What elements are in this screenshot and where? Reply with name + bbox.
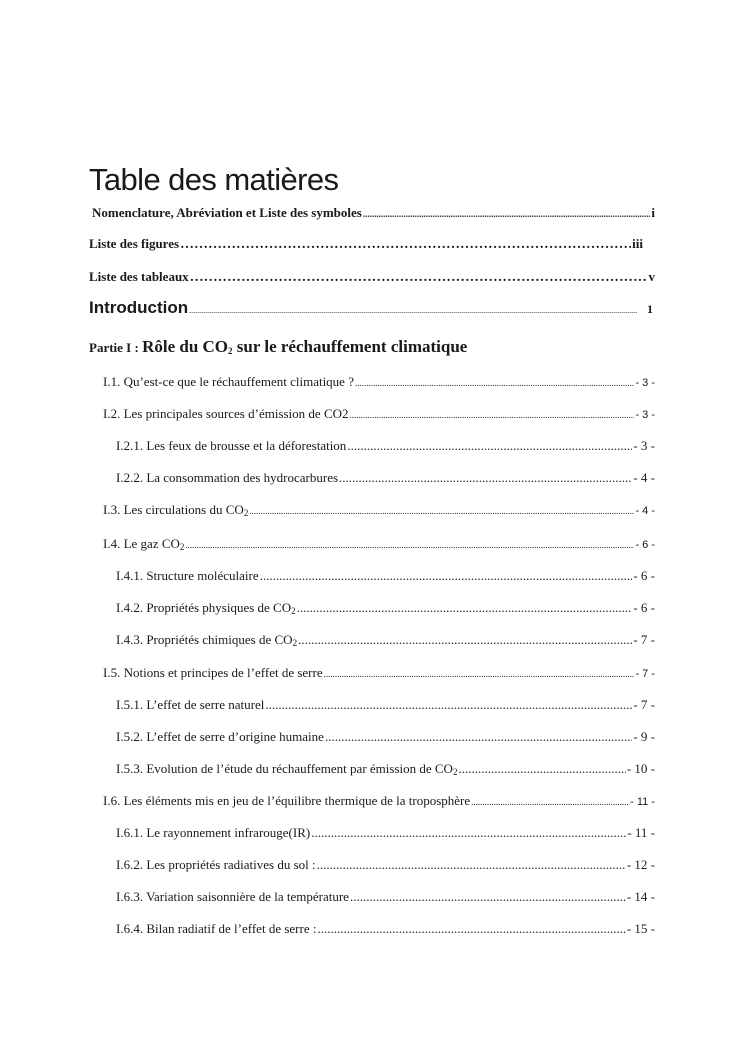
toc-entry-page: - 7 - bbox=[633, 632, 655, 647]
toc-entry-label: Liste des figures bbox=[89, 236, 180, 251]
toc-entry-page: - 6 - bbox=[633, 600, 655, 615]
toc-entry-page: - 14 - bbox=[626, 889, 655, 904]
toc-entry-label: I.4.3. Propriétés chimiques de $CO_2$ bbox=[116, 632, 298, 648]
dot-leader bbox=[339, 469, 632, 487]
toc-entry-label: I.5.3. Evolution de l’étude du réchauffement par émission de $CO_2$ bbox=[116, 761, 458, 777]
dot-leader bbox=[317, 856, 626, 874]
toc-entry-label: I.5.1. L’effet de serre naturel bbox=[116, 697, 265, 712]
dot-leader bbox=[249, 502, 634, 520]
toc-entry[interactable] bbox=[103, 792, 655, 811]
toc-entry-page: - 9 - bbox=[633, 729, 655, 744]
toc-entry-page: - 11 - bbox=[630, 796, 655, 808]
dot-leader bbox=[350, 406, 635, 424]
toc-entry-label: I.3. Les circulations du $CO_2$ bbox=[103, 502, 249, 518]
toc-entry-page: - 3 - bbox=[635, 377, 655, 389]
toc-entry[interactable] bbox=[116, 437, 655, 455]
toc-entry[interactable] bbox=[116, 728, 655, 746]
toc-entry-tableaux[interactable] bbox=[89, 268, 655, 287]
toc-entry[interactable] bbox=[103, 373, 655, 392]
dot-leader bbox=[189, 302, 646, 320]
toc-entry-label: I.2.2. La consommation des hydrocarbures bbox=[116, 470, 339, 485]
toc-entry-label: I.2. Les principales sources d’émission de CO2 bbox=[103, 406, 349, 421]
part-title-b: sur le réchauffement climatique bbox=[232, 337, 468, 356]
toc-entry-page: - 11 - bbox=[627, 825, 655, 840]
dot-leader bbox=[185, 536, 634, 554]
toc-part-heading[interactable] bbox=[89, 337, 467, 358]
toc-entry-page: 1 bbox=[647, 302, 653, 316]
toc-entry[interactable] bbox=[103, 664, 655, 683]
toc-entry-page: - 3 - bbox=[635, 409, 655, 421]
toc-entry[interactable] bbox=[116, 696, 655, 714]
toc-entry-introduction[interactable] bbox=[89, 299, 653, 320]
dot-leader bbox=[324, 665, 635, 683]
toc-entry-label: I.6.2. Les propriétés radiatives du sol : bbox=[116, 857, 316, 872]
toc-entry[interactable] bbox=[116, 469, 655, 487]
toc-entry-page: - 7 - bbox=[633, 697, 655, 712]
dot-leader bbox=[311, 824, 626, 842]
toc-entry-label: I.5.2. L’effet de serre d’origine humaine bbox=[116, 729, 324, 744]
toc-entry-page: - 3 - bbox=[633, 438, 655, 453]
toc-title: Table des matières bbox=[89, 162, 339, 197]
toc-entry-label: Liste des tableaux bbox=[89, 269, 189, 284]
toc-entry[interactable] bbox=[103, 501, 655, 520]
toc-entry-page: - 10 - bbox=[626, 761, 655, 776]
dot-leader bbox=[297, 599, 633, 617]
toc-entry-page: - 7 - bbox=[635, 668, 655, 680]
dot-leader bbox=[180, 236, 631, 254]
dot-leader bbox=[265, 696, 632, 714]
toc-entry-nomenclature[interactable] bbox=[92, 204, 655, 223]
toc-entry[interactable] bbox=[116, 599, 655, 617]
dot-leader bbox=[190, 269, 648, 287]
part-title-sub: 2 bbox=[228, 346, 233, 356]
dot-leader bbox=[471, 793, 629, 811]
toc-entry-page: iii bbox=[632, 236, 643, 251]
dot-leader bbox=[260, 567, 633, 585]
toc-entry-label: I.1. Qu’est-ce que le réchauffement climatique ? bbox=[103, 374, 354, 389]
toc-entry-page: v bbox=[648, 269, 655, 284]
toc-entry[interactable] bbox=[116, 888, 655, 906]
toc-entry-label: I.6.1. Le rayonnement infrarouge(IR) bbox=[116, 825, 311, 840]
toc-entry[interactable] bbox=[103, 535, 655, 554]
toc-entry-page: - 6 - bbox=[635, 539, 655, 551]
toc-entry-page: - 12 - bbox=[626, 857, 655, 872]
toc-entry-page: - 6 - bbox=[633, 568, 655, 583]
toc-entry-label: Introduction bbox=[89, 298, 189, 317]
toc-entry-label: I.6.4. Bilan radiatif de l’effet de serre : bbox=[116, 921, 317, 936]
toc-entry-page: - 4 - bbox=[635, 505, 655, 517]
toc-entry-label: I.6.3. Variation saisonnière de la température bbox=[116, 889, 349, 904]
toc-entry[interactable] bbox=[116, 920, 655, 938]
toc-entry[interactable] bbox=[116, 856, 655, 874]
toc-entry[interactable] bbox=[116, 567, 655, 585]
toc-entry[interactable] bbox=[116, 631, 655, 649]
toc-entry-page: - 4 - bbox=[633, 470, 655, 485]
toc-entry-page: i bbox=[651, 205, 655, 220]
toc-entry-figures[interactable] bbox=[89, 235, 643, 254]
toc-entry[interactable] bbox=[116, 760, 655, 778]
toc-entry-label: I.4.2. Propriétés physiques de $CO_2$ bbox=[116, 600, 296, 616]
dot-leader bbox=[458, 760, 625, 778]
toc-entry-label: I.4. Le gaz $CO_2$ bbox=[103, 536, 185, 552]
toc-entry[interactable] bbox=[116, 824, 655, 842]
dot-leader bbox=[350, 888, 626, 906]
part-title-a: Rôle du CO bbox=[142, 337, 229, 356]
dot-leader bbox=[298, 631, 632, 649]
dot-leader bbox=[347, 437, 632, 455]
toc-entry-label: I.4.1. Structure moléculaire bbox=[116, 568, 259, 583]
dot-leader bbox=[325, 728, 632, 746]
toc-entry-label: I.5. Notions et principes de l’effet de serre bbox=[103, 665, 323, 680]
dot-leader bbox=[317, 920, 625, 938]
toc-entry-label: I.6. Les éléments mis en jeu de l’équilibre thermique de la troposphère bbox=[103, 793, 471, 808]
toc-entry-label: I.2.1. Les feux de brousse et la déforestation bbox=[116, 438, 347, 453]
toc-entry[interactable] bbox=[103, 405, 655, 424]
dot-leader bbox=[363, 205, 651, 223]
dot-leader bbox=[355, 374, 634, 392]
toc-entry-page: - 15 - bbox=[626, 921, 655, 936]
toc-entry-label: Nomenclature, Abréviation et Liste des symboles bbox=[92, 205, 362, 220]
part-prefix: Partie I : bbox=[89, 340, 143, 355]
